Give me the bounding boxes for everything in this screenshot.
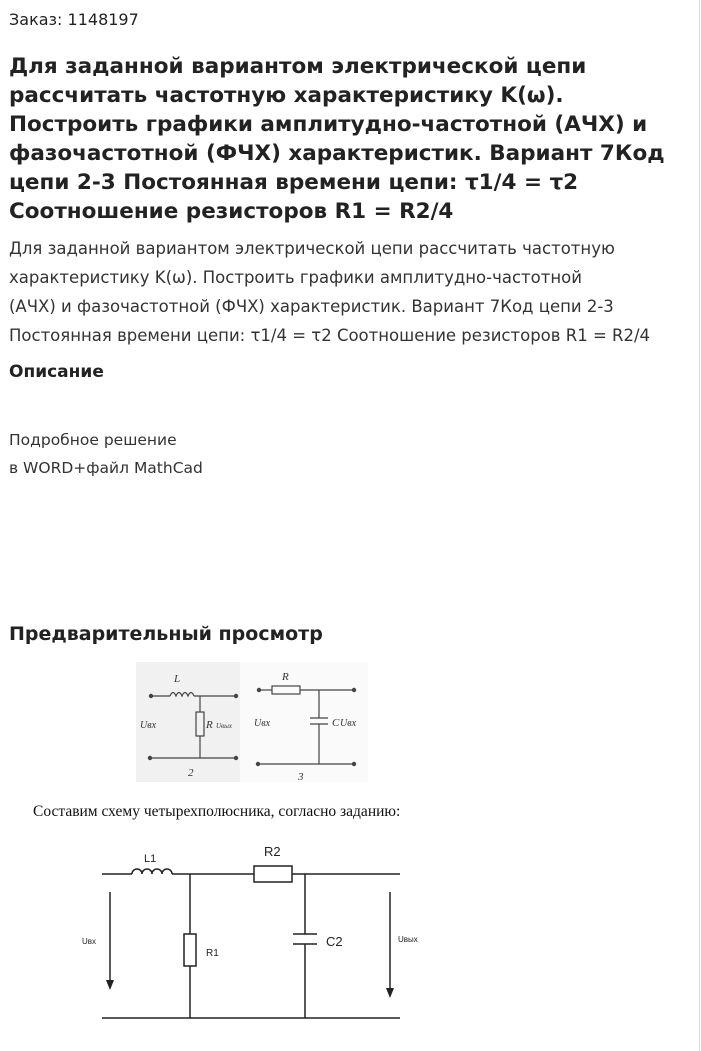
title-line: фазочастотной (ФЧХ) характеристик. Вариант 7Код [9,141,665,166]
input-voltage-label: Uвх [82,937,97,946]
input-voltage-label: Uвх [140,720,157,731]
output-voltage-label: Uвых [398,935,418,944]
capacitor-label: C [332,717,340,729]
description-heading: Описание [9,362,104,382]
inductor-symbol [170,693,194,697]
description-line: Для заданной вариантом электрической цепи рассчитать частотную [9,239,615,258]
preview-heading: Предварительный просмотр [9,623,323,645]
order-label: Заказ: [9,10,63,29]
resistor-label: R [282,671,289,683]
title-line: Для заданной вариантом электрической цепи [9,54,587,79]
order-value: 1148197 [67,10,139,29]
terminal [149,694,152,697]
preview-circuits-svg [136,662,368,782]
output-voltage-label: Uвых [216,722,232,730]
preview-caption: Составим схему четырехполюсника, согласно заданию: [33,803,401,820]
input-voltage-label: Uвх [254,718,271,729]
terminal [257,688,260,691]
capacitor-label: C2 [326,934,343,949]
order-number [9,10,139,29]
circuit-number: 3 [298,771,304,782]
terminal [352,688,355,691]
resistor-symbol [196,712,204,736]
title-line: Построить графики амплитудно-частотной (АЧХ) и [9,112,648,137]
title-line: рассчитать частотную характеристику K(ω). [9,83,564,108]
resistor-symbol [254,866,292,882]
description-line: Постоянная времени цепи: τ1/4 = τ2 Соотношение резисторов R1 = R2/4 [9,326,651,345]
resistor-label: R [206,719,213,731]
terminal [256,762,259,765]
terminal [352,762,355,765]
page-title [9,52,689,226]
description-line: характеристику K(ω). Построить графики амплитудно-частотной [9,268,582,287]
body-line: Подробное решение [9,431,177,449]
preview-combined-circuit [70,830,450,1030]
description-line: (АЧХ) и фазочастотной (ФЧХ) характеристик. Вариант 7Код цепи 2-3 [9,297,614,316]
inductor-symbol [132,869,172,874]
arrow-head [386,988,394,998]
description-body [9,426,203,482]
task-description [9,234,699,350]
circuit-number: 2 [188,767,194,779]
terminal [234,756,237,759]
title-line: цепи 2-3 Постоянная времени цепи: τ1/4 = τ2 [9,170,579,195]
inductor-label: L [174,673,181,685]
output-voltage-label: Uвх [340,718,357,729]
arrow-head [106,980,114,990]
combined-circuit-svg [70,830,450,1030]
body-line: в WORD+файл MathCad [9,459,203,477]
resistor-label: R1 [206,948,219,959]
resistor-symbol [184,934,196,966]
resistor-label: R2 [264,844,281,859]
terminal [148,756,151,759]
resistor-symbol [272,686,300,694]
terminal [234,694,237,697]
title-line: Соотношение резисторов R1 = R2/4 [9,199,454,224]
inductor-label: L1 [144,853,157,865]
preview-circuits-image [136,662,368,782]
